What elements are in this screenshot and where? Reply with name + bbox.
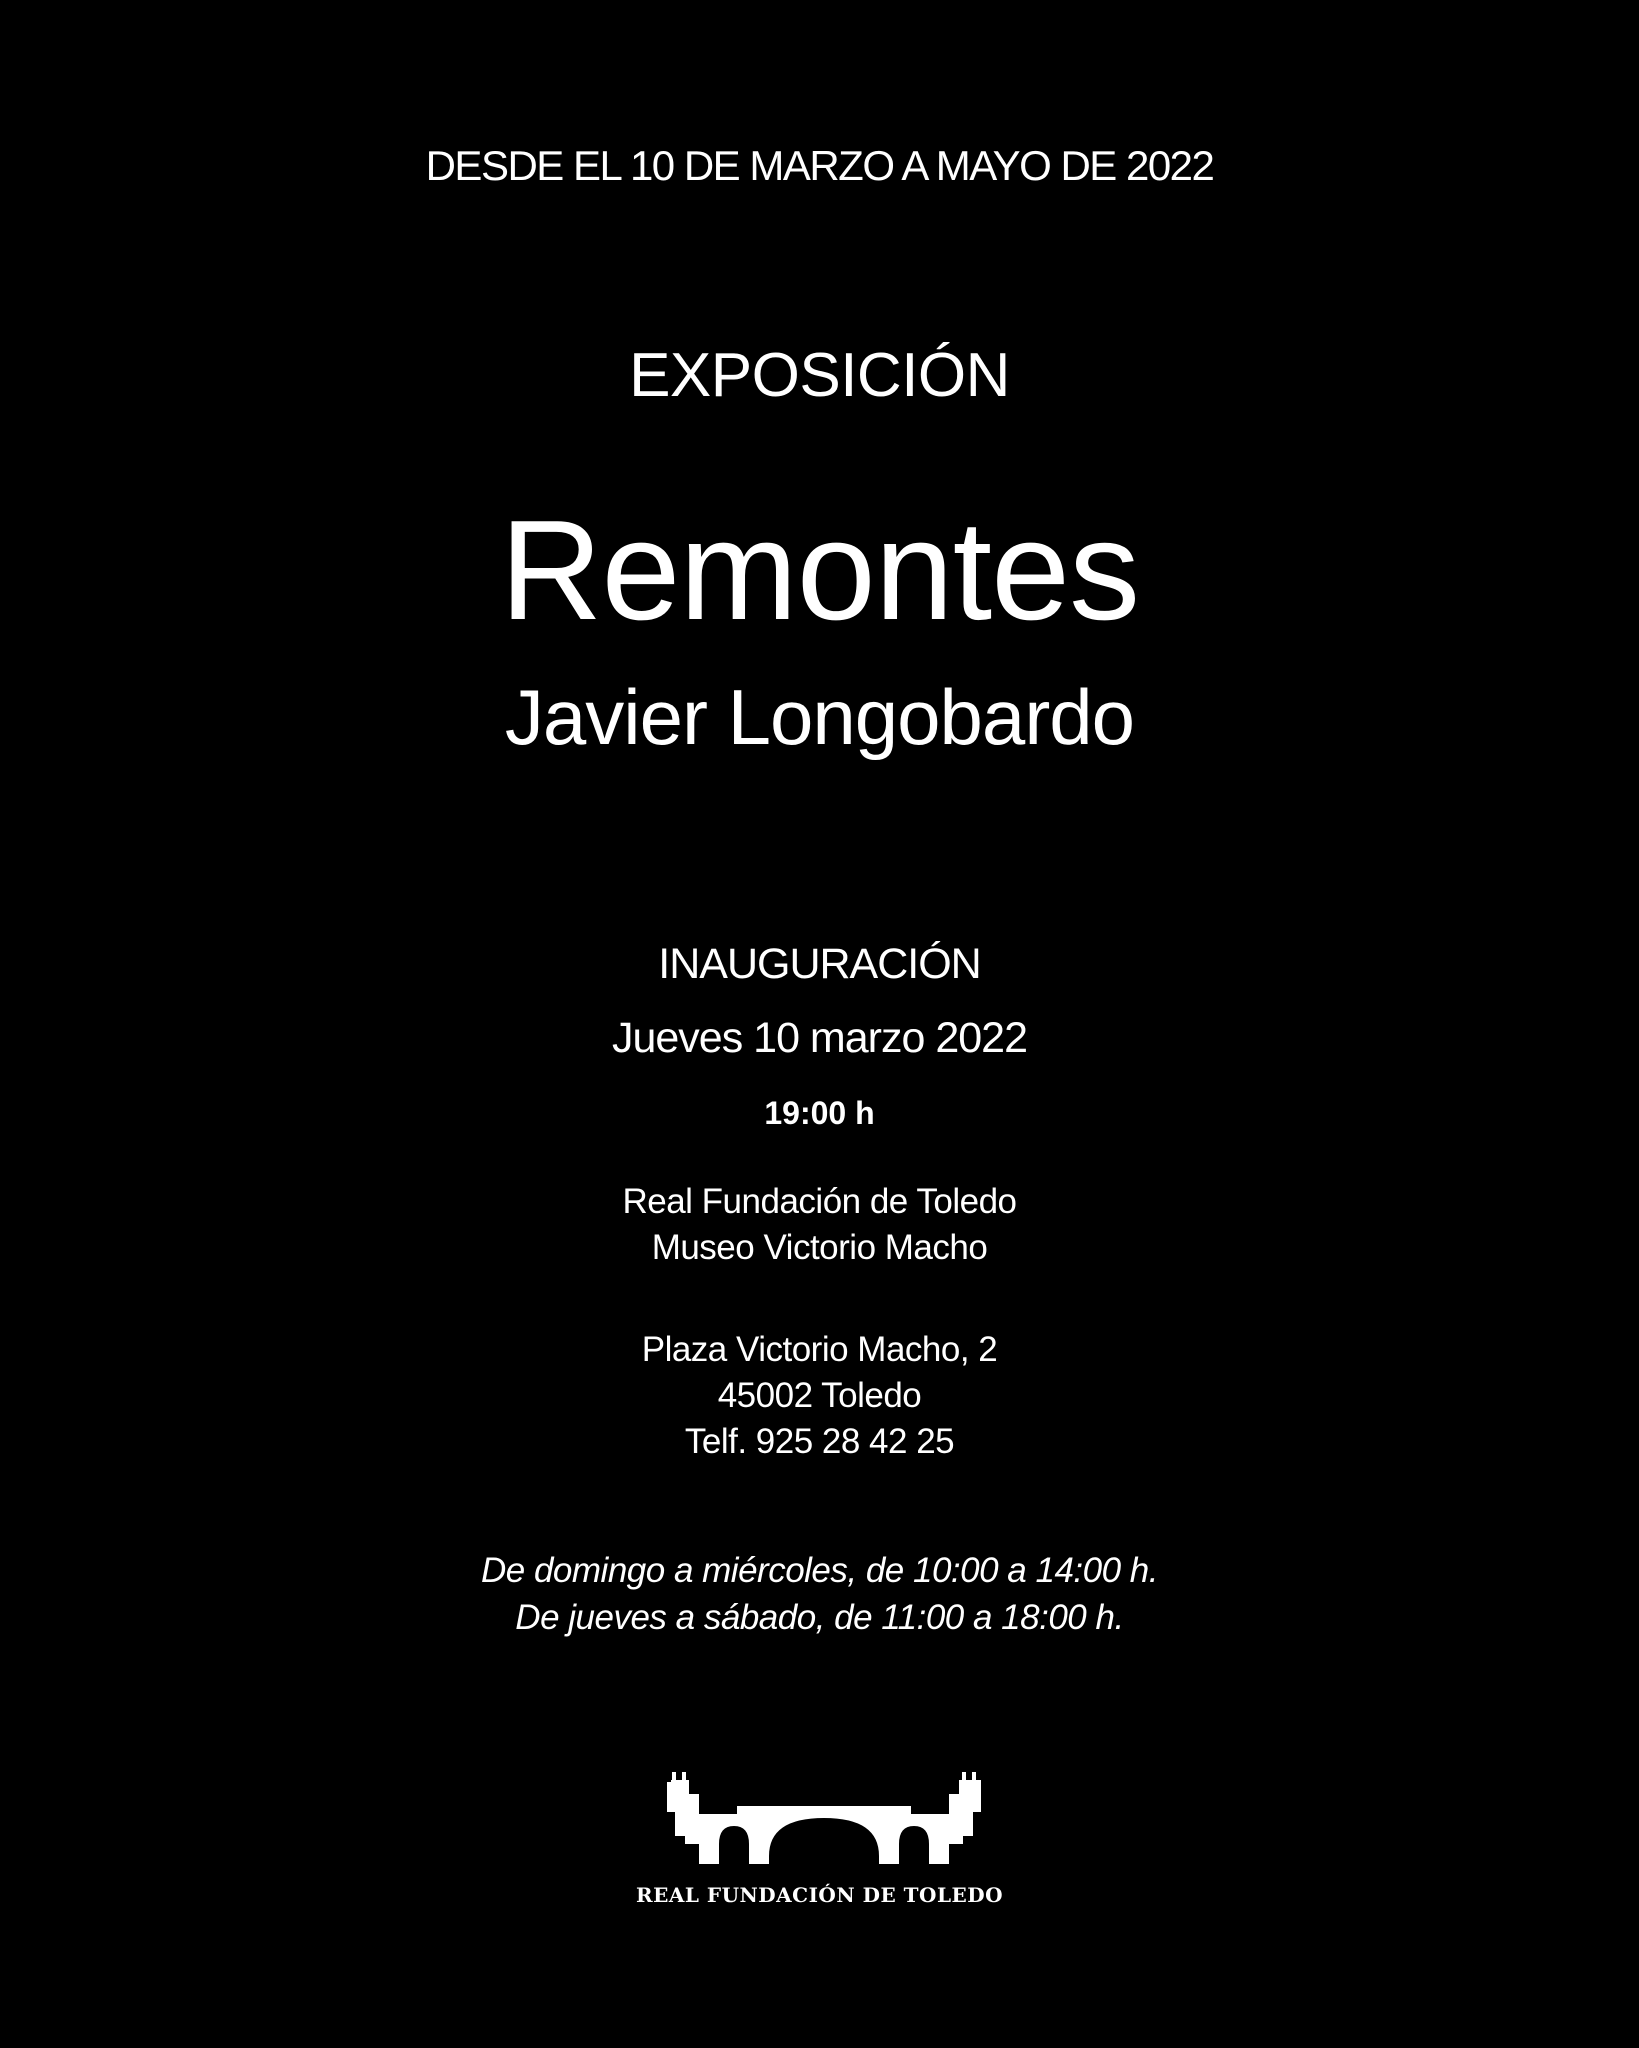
opening-date: Jueves 10 marzo 2022 bbox=[611, 1014, 1028, 1062]
opening-hours-weekdays: De domingo a miércoles, de 10:00 a 14:00 h. bbox=[481, 1551, 1158, 1590]
exhibition-title: Remontes bbox=[499, 491, 1140, 650]
logo-text: REAL FUNDACIÓN DE TOLEDO bbox=[635, 1883, 1004, 1907]
artist-name: Javier Longobardo bbox=[504, 673, 1135, 761]
address-city: 45002 Toledo bbox=[717, 1376, 922, 1415]
exhibition-dates: DESDE EL 10 DE MARZO A MAYO DE 2022 bbox=[425, 142, 1214, 189]
exhibition-label: EXPOSICIÓN bbox=[629, 341, 1010, 410]
opening-heading: INAUGURACIÓN bbox=[658, 940, 981, 988]
venue-foundation: Real Fundación de Toledo bbox=[622, 1182, 1017, 1221]
venue-museum: Museo Victorio Macho bbox=[651, 1228, 988, 1267]
opening-hours-weekend: De jueves a sábado, de 11:00 a 18:00 h. bbox=[515, 1598, 1124, 1637]
address-street: Plaza Victorio Macho, 2 bbox=[641, 1330, 998, 1369]
opening-time: 19:00 h bbox=[764, 1095, 875, 1131]
address-phone: Telf. 925 28 42 25 bbox=[684, 1422, 955, 1461]
bridge-icon bbox=[667, 1772, 981, 1864]
